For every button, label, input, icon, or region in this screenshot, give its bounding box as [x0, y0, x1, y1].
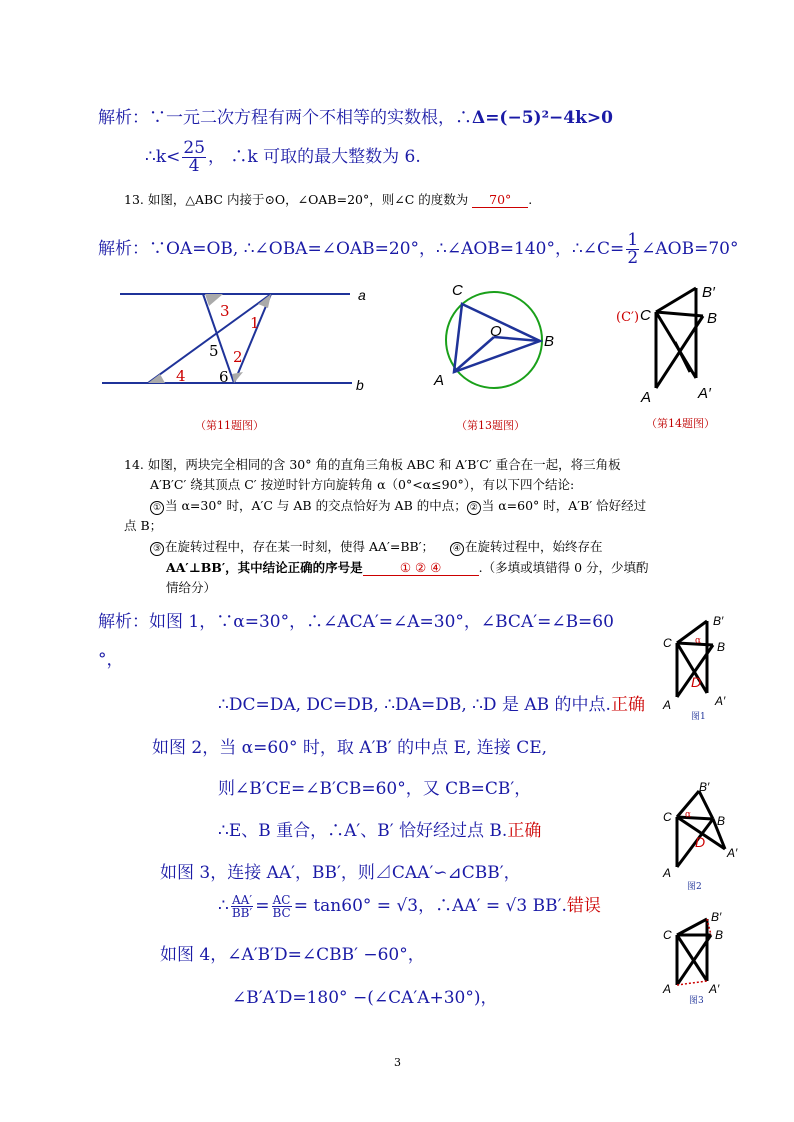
f1-label-c: C — [663, 636, 672, 650]
label-b14: B — [707, 310, 718, 327]
f1-label-d: D — [691, 674, 702, 690]
fraction-25-4 — [182, 140, 206, 175]
figure-14 — [656, 288, 703, 388]
f2-label-c: C — [663, 810, 672, 824]
k-conclusion: ， ∴k 可取的最大整数为 6. — [208, 147, 421, 167]
segment-cbp — [656, 288, 696, 312]
caption-fig-13: （第13题图） — [456, 419, 525, 432]
analysis-14-line4: 则∠B′CE=∠B′CB=60°，又 CB=CB′， — [218, 779, 532, 799]
marker-3: ③ — [150, 542, 164, 556]
frac-den: BC — [272, 906, 291, 920]
analysis-prefix: 解析： — [98, 612, 149, 632]
caption-fig-11: （第11题图） — [195, 419, 264, 432]
angle-label-4: 4 — [176, 367, 186, 385]
label-b: B — [544, 333, 555, 350]
angle-label-5: 5 — [209, 342, 219, 360]
question-14-line7: 情给分） — [166, 580, 217, 595]
mark-correct-1: 正确 — [610, 695, 645, 715]
f2-label-alpha: α — [685, 810, 692, 820]
f2-label-b: B — [717, 814, 726, 828]
discriminant-formula: Δ=(−5)²−4k>0 — [472, 108, 613, 128]
angle-2-mark — [232, 372, 243, 383]
page-number: 3 — [394, 1056, 401, 1069]
f2-caption: 图2 — [687, 882, 702, 892]
question-13-end: . — [528, 192, 533, 207]
f3-caption: 图3 — [689, 996, 704, 1006]
label-cp: (C′) — [616, 310, 640, 325]
question-13-text: 13. 如图，△ABC 内接于⊙O，∠OAB=20°，则∠C 的度数为 — [124, 192, 469, 207]
analysis-14-text5: ∴E、B 重合，∴A′、B′ 恰好经过点 B. — [218, 821, 508, 841]
question-14-line2: A′B′C′ 绕其顶点 C′ 按逆时针方向旋转角 α（0°<α≤90°），有以下四个结论: — [150, 477, 575, 492]
analysis-14-text7: = tan60° = √3，∴AA′ = √3 BB′. — [293, 896, 567, 916]
therefore-sign: ∴ — [218, 896, 229, 916]
analysis-14-text1: 如图 1，∵α=30°，∴∠ACA′=∠A=30°，∠BCA′=∠B=60 — [149, 612, 614, 632]
angle-label-6: 6 — [219, 368, 229, 386]
analysis-14-line9: ∠B′A′D=180° −(∠CA′A+30°)， — [232, 988, 498, 1008]
fraction-ac-bc — [271, 894, 291, 919]
f2-cb — [677, 817, 713, 819]
marker-4: ④ — [450, 542, 464, 556]
label-a14: A — [641, 389, 652, 406]
question-13-answer: 70° — [472, 192, 528, 208]
angle-label-2: 2 — [233, 348, 243, 366]
f3-label-b: B — [715, 928, 724, 942]
segment-oa — [454, 337, 494, 372]
f1-label-alpha: α — [695, 636, 702, 646]
frac-den: BB′ — [231, 906, 253, 920]
analysis-14-text2: ∴DC=DA, DC=DB, ∴DA=DB, ∴D 是 AB 的中点. — [218, 695, 611, 715]
question-14-prompt: AA′⊥BB′，其中结论正确的序号是 — [166, 560, 363, 575]
fraction-1-2 — [626, 232, 639, 267]
conclusion-2: 当 α=60° 时，A′B′ 恰好经过 — [481, 498, 647, 513]
caption-fig-14: （第14题图） — [646, 417, 715, 430]
frac-num: AA′ — [231, 893, 253, 907]
frac-den: 2 — [627, 248, 639, 268]
f3-label-ap: A′ — [709, 982, 720, 996]
analysis-14-line8: 如图 4，∠A′B′D=∠CBB′ −60°， — [160, 945, 425, 965]
question-14-line1: 14. 如图，两块完全相同的含 30° 角的直角三角板 ABC 和 A′B′C′ 重合在一起，将三角板 — [124, 457, 621, 472]
analysis-14-line3: 如图 2，当 α=60° 时，取 A′B′ 的中点 E, 连接 CE, — [152, 738, 548, 758]
f2-bpb — [699, 791, 713, 819]
f1-label-bp: B′ — [713, 614, 724, 628]
marker-1: ① — [150, 501, 164, 515]
label-bp: B′ — [702, 284, 715, 301]
f2-label-bp: B′ — [699, 780, 710, 794]
f1-cbp — [677, 621, 707, 643]
analysis-prefix: 解析： — [98, 108, 149, 128]
analysis-14-line1 — [98, 607, 614, 632]
frac-den: 4 — [188, 156, 200, 176]
label-c14: C — [640, 307, 651, 324]
figure-2 — [677, 791, 725, 867]
f3-label-bp: B′ — [711, 910, 722, 924]
f1-label-b: B — [717, 640, 726, 654]
analysis-13-text1: ∵OA=OB, ∴∠OBA=∠OAB=20°，∴∠AOB=140°，∴∠C= — [149, 239, 625, 259]
analysis-14-line6: 如图 3，连接 AA′，BB′，则⊿CAA′∽⊿CBB′， — [160, 863, 521, 883]
analysis-14-line7: ∴ $\frac{AA'}{BB'}$ = $\frac{AC}{BC}$ = tan60° = √3，∴AA′ = √3 BB′.错误 — [218, 893, 601, 920]
f3-label-a: A — [663, 982, 672, 996]
k-inequality: ∴k< — [145, 147, 181, 167]
analysis-13-text2: ∠AOB=70° — [641, 239, 739, 259]
analysis-14-line2 — [218, 690, 645, 715]
mark-correct-2: 正确 — [507, 821, 542, 841]
analysis-12-line1 — [98, 103, 613, 128]
frac-num: 25 — [183, 138, 206, 158]
label-line-b: b — [356, 377, 364, 393]
question-13 — [124, 190, 532, 208]
figure-3 — [677, 919, 711, 985]
fraction-aa-bb — [231, 894, 253, 919]
conclusion-4: 在旋转过程中，始终存在 — [464, 539, 603, 554]
label-a: A — [434, 372, 445, 389]
angle-label-3: 3 — [220, 302, 230, 320]
question-14-line4: 点 B； — [124, 518, 163, 533]
angle-4-mark — [148, 374, 165, 383]
f2-label-ap: A′ — [727, 846, 738, 860]
label-ap: A′ — [698, 385, 711, 402]
analysis-14-text1b: °， — [98, 650, 124, 670]
f1-caption: 图1 — [691, 712, 706, 722]
f1-label-ap: A′ — [715, 694, 726, 708]
side-figures — [655, 605, 794, 1015]
f3-cbp — [677, 919, 707, 935]
analysis-12-line2 — [145, 140, 421, 175]
analysis-14-line5 — [218, 816, 541, 841]
question-14-scoring: .（多填或填错得 0 分，少填酌 — [478, 560, 649, 575]
question-14-line3 — [150, 496, 646, 515]
f2-label-a: A — [663, 866, 672, 880]
question-14-answer: ① ② ④ — [363, 560, 479, 576]
question-14-line6 — [166, 558, 649, 576]
analysis-13 — [98, 232, 738, 267]
analysis-prefix: 解析： — [98, 239, 149, 259]
f2-label-d: D — [695, 834, 706, 850]
marker-2: ② — [467, 501, 481, 515]
question-14-line5 — [150, 537, 602, 556]
angle-label-1: 1 — [250, 314, 260, 332]
label-c: C — [452, 282, 463, 299]
label-o: O — [490, 323, 502, 340]
conclusion-3: 在旋转过程中，存在某一时刻，使得 AA′=BB′； — [165, 539, 435, 554]
f3-aap-dotted — [677, 981, 707, 985]
f1-label-a: A — [663, 698, 672, 712]
f3-label-c: C — [663, 928, 672, 942]
label-line-a: a — [358, 287, 366, 303]
frac-num: AC — [272, 893, 291, 907]
conclusion-1: 当 α=30° 时，A′C 与 AB 的交点恰好为 AB 的中点； — [165, 498, 467, 513]
figure-13 — [446, 292, 542, 388]
figures-row — [0, 270, 794, 440]
mark-wrong: 错误 — [566, 896, 601, 916]
frac-num: 1 — [627, 230, 639, 250]
analysis-12-condition: ∵一元二次方程有两个不相等的实数根，∴ — [149, 108, 472, 128]
f3-cap — [677, 935, 707, 981]
